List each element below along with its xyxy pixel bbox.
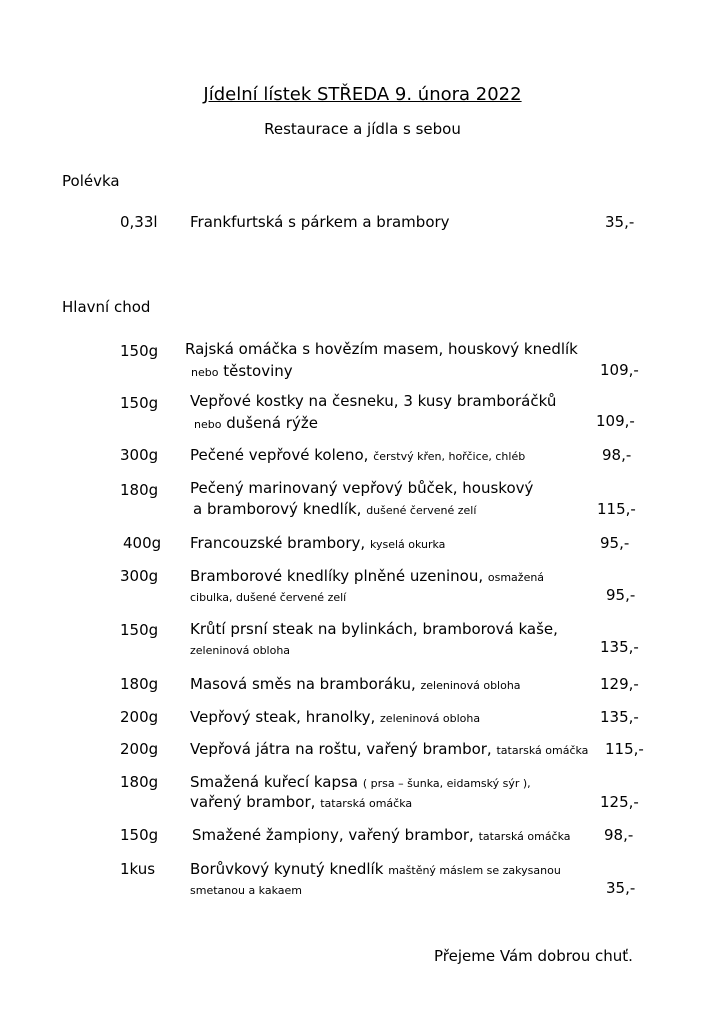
item-weight: 180g [120, 773, 159, 791]
item-side: osmažená [487, 571, 545, 584]
item-name-part: dušená rýže [226, 414, 318, 432]
item-side: zeleninová obloha [380, 712, 481, 725]
item-side: cibulka, dušené červené zelí [190, 591, 347, 604]
item-weight: 150g [120, 394, 159, 412]
item-weight: 150g [120, 621, 159, 639]
item-name-line2 [191, 360, 293, 384]
item-price: 35,- [605, 213, 635, 231]
item-weight: 300g [120, 446, 159, 464]
item-side: maštěný máslem se zakysanou [388, 864, 561, 877]
item-note: nebo [194, 418, 222, 431]
item-price: 129,- [600, 675, 639, 693]
item-price: 135,- [600, 638, 639, 656]
item-side: kyselá okurka [369, 538, 446, 551]
item-name-part: těstoviny [223, 362, 293, 380]
item-name-line2 [190, 585, 346, 609]
closing-message: Přejeme Vám dobrou chuť. [434, 947, 633, 965]
item-name-line [190, 706, 480, 730]
item-name: Frankfurtská s párkem a brambory [190, 213, 450, 231]
item-name: Vepřový steak, hranolky, [190, 708, 376, 726]
item-side: ( prsa – šunka, eidamský sýr ), [362, 777, 531, 790]
item-name-line [192, 824, 571, 848]
item-weight: 0,33l [120, 213, 158, 231]
item-name: Francouzské brambory, [190, 534, 366, 552]
item-side: dušené červené zelí [366, 504, 477, 517]
item-name-part: vařený brambor, [190, 793, 316, 811]
item-price: 35,- [606, 879, 636, 897]
item-side: tatarská omáčka [496, 744, 589, 757]
item-name-line [190, 738, 588, 762]
item-weight: 300g [120, 567, 159, 585]
item-weight: 400g [123, 534, 162, 552]
item-weight: 180g [120, 481, 159, 499]
item-name-part: a bramborový knedlík, [193, 500, 362, 518]
item-side: čerstvý křen, hořčice, chléb [373, 450, 526, 463]
item-price: 125,- [600, 793, 639, 811]
item-price: 95,- [600, 534, 630, 552]
item-name: Bramborové knedlíky plněné uzeninou, [190, 567, 484, 585]
item-weight: 200g [120, 708, 159, 726]
item-name-line2 [193, 498, 476, 522]
item-name-line2 [190, 638, 290, 662]
item-name: Rajská omáčka s hovězím masem, houskový knedlík [185, 340, 578, 358]
item-note: nebo [191, 366, 219, 379]
item-side: smetanou a kakaem [190, 884, 302, 897]
menu-subtitle: Restaurace a jídla s sebou [264, 120, 461, 138]
item-name: Pečené vepřové koleno, [190, 446, 369, 464]
item-name-line [190, 532, 445, 556]
item-side: zeleninová obloha [420, 679, 521, 692]
item-name: Smažená kuřecí kapsa [190, 773, 359, 791]
item-name-line2 [190, 791, 412, 815]
item-name-line2 [194, 412, 318, 436]
item-name-line [190, 444, 525, 468]
item-price: 115,- [605, 740, 644, 758]
item-weight: 200g [120, 740, 159, 758]
item-side: zeleninová obloha [190, 644, 291, 657]
item-side: tatarská omáčka [320, 797, 413, 810]
item-price: 109,- [596, 412, 635, 430]
item-price: 98,- [604, 826, 634, 844]
item-name: Vepřové kostky na česneku, 3 kusy bramboráčků [190, 392, 557, 410]
item-price: 95,- [606, 586, 636, 604]
item-weight: 150g [120, 826, 159, 844]
section-heading-soup: Polévka [62, 172, 120, 190]
item-name: Krůtí prsní steak na bylinkách, bramborová kaše, [190, 620, 558, 638]
item-name-line2 [190, 878, 302, 902]
item-price: 98,- [602, 446, 632, 464]
item-price: 135,- [600, 708, 639, 726]
section-heading-main: Hlavní chod [62, 298, 151, 316]
item-name: Masová směs na bramboráku, [190, 675, 416, 693]
item-weight: 1kus [120, 860, 156, 878]
item-price: 109,- [600, 361, 639, 379]
item-weight: 180g [120, 675, 159, 693]
item-name: Smažené žampiony, vařený brambor, [192, 826, 474, 844]
item-side: tatarská omáčka [478, 830, 571, 843]
item-name: Vepřová játra na roštu, vařený brambor, [190, 740, 492, 758]
menu-title: Jídelní lístek STŘEDA 9. února 2022 [203, 84, 522, 105]
item-weight: 150g [120, 342, 159, 360]
item-name: Pečený marinovaný vepřový bůček, houskový [190, 479, 534, 497]
item-price: 115,- [597, 500, 636, 518]
item-name-line [190, 673, 521, 697]
item-name: Borůvkový kynutý knedlík [190, 860, 384, 878]
